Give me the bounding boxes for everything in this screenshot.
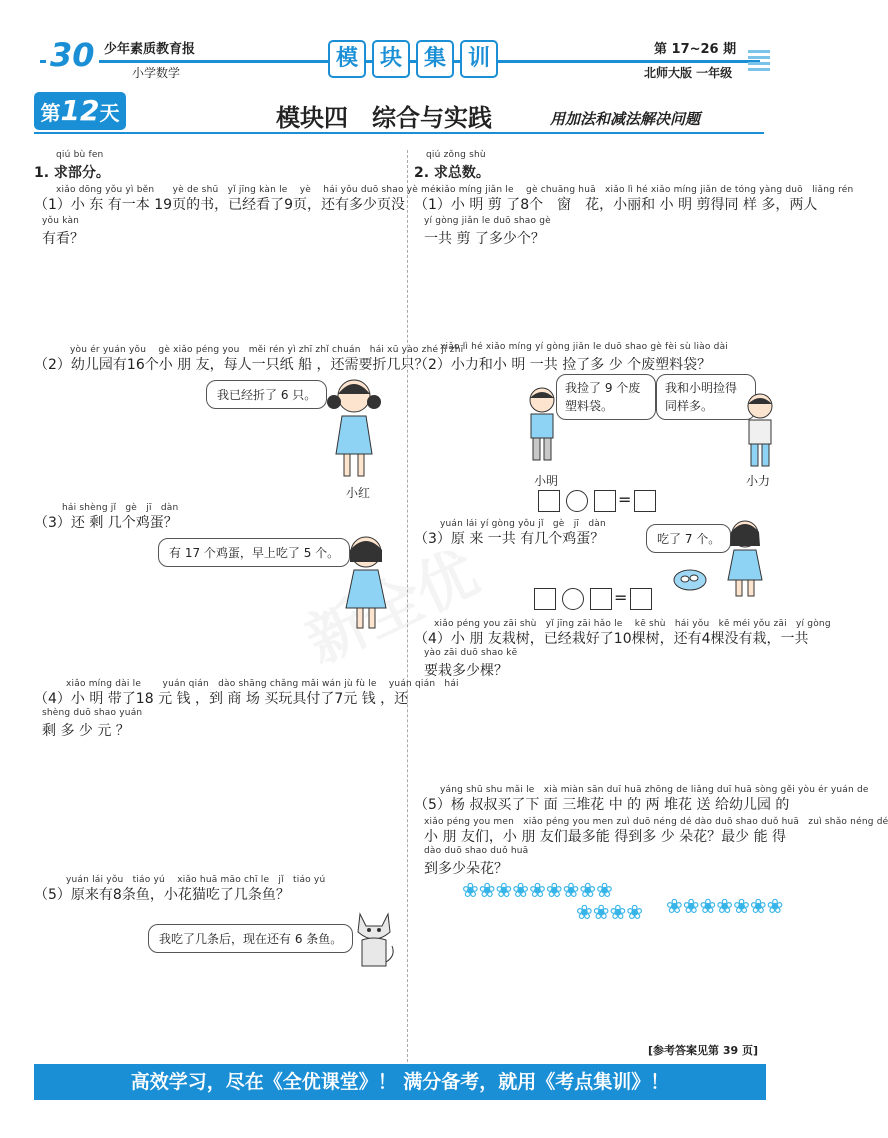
pinyin: yǒu kàn: [42, 216, 80, 226]
flower-icon: ❀: [596, 878, 613, 902]
banner-char: 训: [460, 40, 498, 78]
subject-label: 小学数学: [132, 66, 181, 80]
pinyin: qiú bù fen: [56, 150, 104, 160]
problem-text: （3）原 来 一共 有几个鸡蛋？: [414, 531, 605, 547]
pinyin: xiǎo péng you zāi shù yǐ jīng zāi hǎo le kē shù hái yǒu kē méi yǒu zāi yí gòng: [434, 619, 831, 629]
equals-sign: =: [614, 588, 628, 607]
day-badge: 第12天: [34, 92, 126, 130]
speech-bubble: 我和小明捡得同样多。: [656, 374, 756, 420]
character-name: 小明: [534, 474, 559, 488]
pinyin: xiǎo lì hé xiǎo míng yí gòng jiǎn le duō shao gè fèi sù liào dài: [440, 342, 728, 352]
pinyin: xiǎo péng you men xiǎo péng you men zuì duō néng dé dào duō shao duǒ huā zuì shǎo néng dé: [424, 817, 888, 827]
banner-char: 模: [328, 40, 366, 78]
problem-text: （1）小 明 剪 了8个 窗 花，小丽和 小 明 剪得同 样 多，两人: [414, 197, 818, 213]
problem-text: （3）还 剩 几个鸡蛋？: [34, 515, 178, 531]
problem-text: 有看？: [42, 231, 84, 247]
flower-icon: ❀: [576, 900, 593, 924]
flower-icon: ❀: [626, 900, 644, 924]
flower-pile: [666, 894, 784, 918]
problem-text: 要栽多少棵？: [424, 663, 508, 679]
problem-text: （2）小力和小 明 一共 捡了多 少 个废塑料袋？: [414, 357, 712, 373]
problem-text: （4）小 朋 友栽树，已经栽好了10棵树，还有4棵没有栽，一共: [414, 631, 809, 647]
character-name: 小红: [346, 486, 371, 500]
header-stripes: [748, 50, 770, 74]
pinyin: dào duō shao duǒ huā: [424, 846, 529, 856]
operator-circle[interactable]: [566, 490, 588, 512]
problem-text: 一共 剪 了多少个？: [424, 231, 545, 247]
problem-text: （1）小 东 有一本 19页的书，已经看了9页，还有多少页没: [34, 197, 405, 213]
answer-box[interactable]: [634, 490, 656, 512]
footer-banner: 高效学习，尽在《全优课堂》！ 满分备考，就用《考点集训》！: [34, 1064, 766, 1100]
speech-bubble: 我吃了几条后，现在还有 6 条鱼。: [148, 924, 353, 953]
equals-sign: =: [618, 490, 632, 509]
problem-text: （5）原来有8条鱼，小花猫吃了几条鱼？: [34, 887, 290, 903]
pinyin: xiǎo míng dài le yuán qián dào shāng chǎng mǎi wán jù fù le yuán qián hái: [66, 679, 459, 689]
pinyin: yí gòng jiǎn le duō shao gè: [424, 216, 551, 226]
problem-text: （2）幼儿园有16个小 朋 友，每人一只纸 船 ，还需要折几只？: [34, 357, 429, 373]
cat-illustration: [350, 906, 398, 972]
pinyin: yuán lái yǒu tiáo yú xiǎo huā māo chī le jǐ tiáo yú: [66, 875, 326, 885]
flower-pile: [462, 878, 613, 902]
pinyin: yào zāi duō shao kē: [424, 648, 518, 658]
boy-illustration: [522, 386, 562, 466]
pinyin: qiú zǒng shù: [426, 150, 486, 160]
problem-text: 剩 多 少 元 ？: [42, 723, 130, 739]
flower-icon: ❀: [529, 878, 546, 902]
flower-icon: ❀: [592, 900, 610, 924]
problem-text: 小 朋 友们，小 朋 友们最多能 得到多 少 朵花？最少 能 得: [424, 829, 787, 845]
pinyin: xiǎo míng jiǎn le gè chuāng huā xiǎo lì hé xiǎo míng jiǎn de tóng yàng duō liǎng rén: [436, 185, 854, 195]
problem-text: 到多少朵花？: [424, 861, 508, 877]
speech-bubble: 我已经折了 6 只。: [206, 380, 327, 409]
banner-char: 集: [416, 40, 454, 78]
flower-icon: ❀: [512, 878, 530, 902]
flower-icon: ❀: [579, 878, 597, 902]
flower-icon: ❀: [495, 878, 513, 902]
flower-icon: ❀: [766, 894, 784, 918]
girl-illustration: [336, 532, 396, 632]
flower-icon: ❀: [462, 878, 479, 902]
module-title: 模块四 综合与实践: [276, 103, 492, 132]
page-number: 30: [46, 36, 99, 74]
flower-icon: ❀: [733, 894, 750, 918]
banner-char: 块: [372, 40, 410, 78]
issue-label: 第 17~26 期: [654, 42, 737, 57]
edition-label: 北师大版 一年级: [644, 66, 733, 80]
flower-icon: ❀: [545, 878, 563, 902]
flower-icon: ❀: [562, 878, 580, 902]
question-heading: 1. 求部分。: [34, 165, 110, 181]
speech-bubble: 吃了 7 个。: [646, 524, 731, 553]
pinyin: shèng duō shao yuán: [42, 708, 143, 718]
pinyin: xiǎo dōng yǒu yì běn yè de shū yǐ jīng kàn le yè hái yǒu duō shao yè méi: [56, 185, 439, 195]
operator-circle[interactable]: [562, 588, 584, 610]
module-subtitle: 用加法和减法解决问题: [550, 110, 701, 128]
girl-illustration: [324, 374, 384, 484]
problem-text: （5）杨 叔叔买了下 面 三堆花 中 的 两 堆花 送 给幼儿园 的: [414, 797, 790, 813]
answer-reference: [参考答案见第 39 页]: [648, 1044, 759, 1057]
answer-box[interactable]: [630, 588, 652, 610]
character-name: 小力: [746, 474, 771, 488]
egg-plate-illustration: [672, 566, 708, 592]
speech-bubble: 我捡了 9 个废塑料袋。: [556, 374, 656, 420]
speech-bubble: 有 17 个鸡蛋，早上吃了 5 个。: [158, 538, 350, 567]
answer-box[interactable]: [534, 588, 556, 610]
pinyin: yòu ér yuán yǒu gè xiǎo péng you měi rén yì zhī zhǐ chuán hái xū yào zhé jǐ zhī: [70, 345, 464, 355]
newspaper-name: 少年素质教育报: [104, 42, 196, 57]
answer-box[interactable]: [594, 490, 616, 512]
boy-illustration: [740, 392, 780, 472]
pinyin: yáng shū shu mǎi le xià miàn sān duī huā zhōng de liǎng duī huā sòng gěi yòu ér yuán de: [440, 785, 869, 795]
flower-icon: ❀: [478, 878, 496, 902]
pinyin: hái shèng jǐ gè jī dàn: [62, 503, 179, 513]
pinyin: yuán lái yí gòng yǒu jǐ gè jī dàn: [440, 519, 606, 529]
question-heading: 2. 求总数。: [414, 165, 490, 181]
flower-icon: ❀: [609, 900, 627, 924]
flower-icon: ❀: [682, 894, 700, 918]
problem-text: （4）小 明 带了18 元 钱 ，到 商 场 买玩具付了7元 钱 ，还: [34, 691, 409, 707]
flower-icon: ❀: [699, 894, 717, 918]
answer-box[interactable]: [538, 490, 560, 512]
flower-pile: [576, 900, 644, 924]
answer-box[interactable]: [590, 588, 612, 610]
flower-icon: ❀: [749, 894, 767, 918]
girl-illustration: [720, 518, 770, 598]
flower-icon: ❀: [666, 894, 683, 918]
flower-icon: ❀: [716, 894, 734, 918]
